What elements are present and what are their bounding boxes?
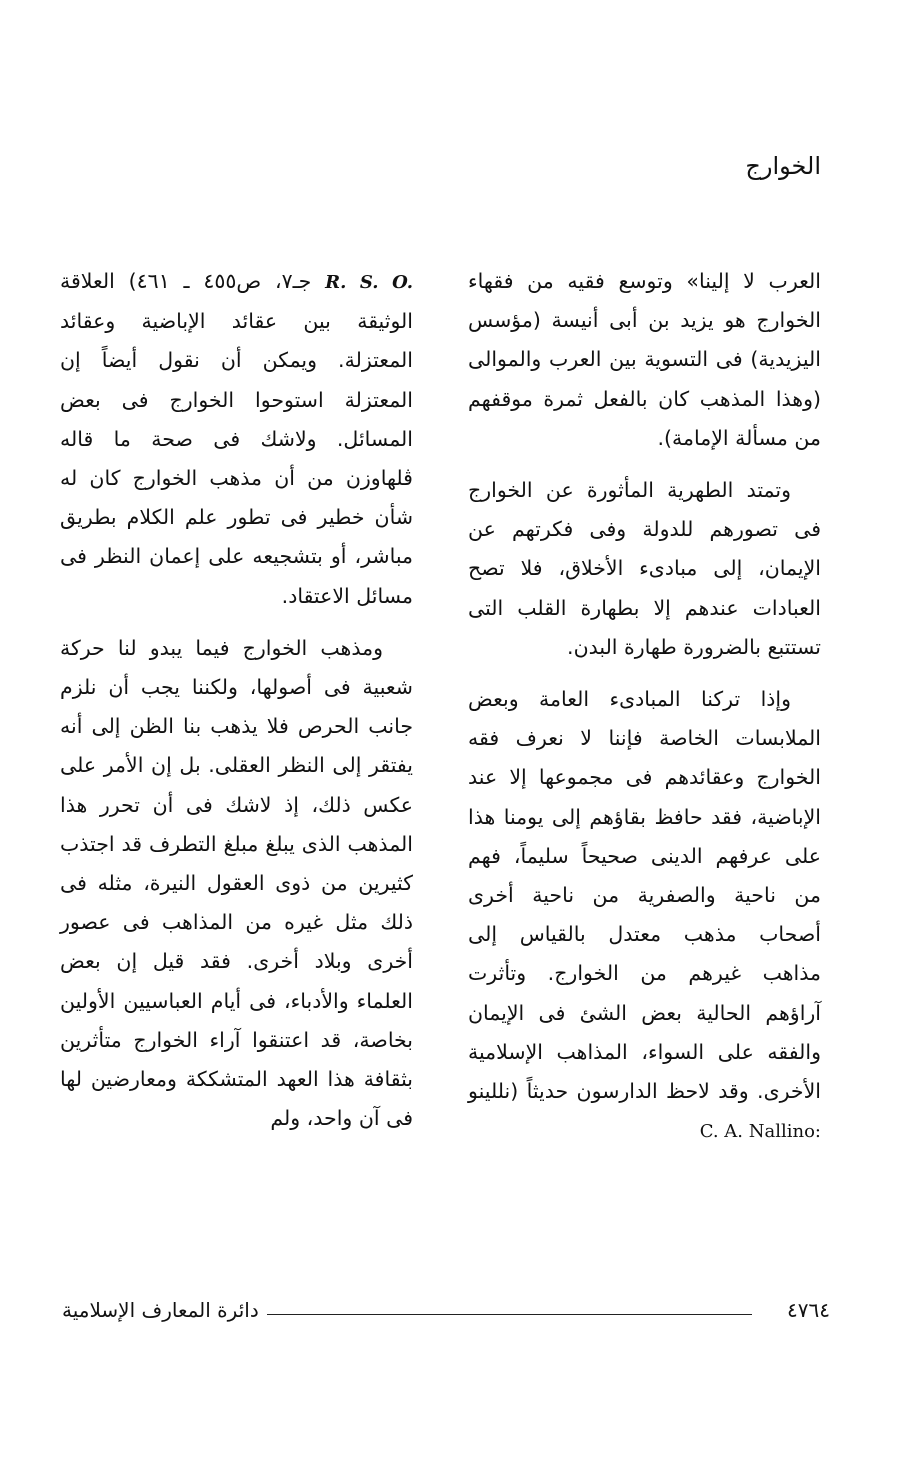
paragraph	[468, 680, 821, 1151]
right-text-column	[468, 262, 821, 1164]
paragraph: وتمتد الطهرية المأثورة عن الخوارج فى تصورهم للدولة وفى فكرتهم عن الإيمان، إلى مبادىء الأخلاق، فلا تصح العبادات عندهم إلا بطهارة القلب التى تستتبع بالضرورة طهارة البدن.	[468, 478, 821, 659]
publication-title: دائرة المعارف الإسلامية	[62, 1298, 259, 1322]
running-head-title: الخوارج	[745, 152, 821, 180]
paragraph	[60, 262, 413, 616]
paragraph: ومذهب الخوارج فيما يبدو لنا حركة شعبية فى أصولها، ولكننا يجب أن نلزم جانب الحرص فلا يذهب بنا الظن إلى أنه يفتقر إلى النظر العقلى. بل إن الأمر على عكس ذلك، إذ لاشك فى أن تحرر هذا المذهب الذى يبلغ مبلغ التطرف قد اجتذب كثيرين من ذوى العقول النيرة، مثله فى ذلك مثل غيره من المذاهب فى عصور أخرى وبلاد أخرى. فقد قيل إن بعض العلماء والأدباء، فى أيام العباسيين الأولين بخاصة، قد اعتنقوا آراء الخوارج متأثرين بثقافة هذا العهد المتشككة ومعارضين لها فى آن واحد، ولم	[60, 635, 413, 1131]
latin-citation: R. S. O.	[325, 272, 413, 293]
page-footer	[62, 1298, 830, 1328]
paragraph: العرب لا إلينا» وتوسع فقيه من فقهاء الخوارج هو يزيد بن أبى أنيسة (مؤسس اليزيدية) فى التسوية بين العرب والموالى (وهذا المذهب كان بالفعل ثمرة موقفهم من مسألة الإمامة).	[468, 269, 821, 450]
latin-citation: C. A. Nallino:	[699, 1121, 821, 1143]
page-number: ٤٧٦٤	[787, 1298, 830, 1322]
footer-rule-divider	[267, 1314, 752, 1315]
paragraph-text: جـ٧، ص٤٥٥ ـ ٤٦١) العلاقة الوثيقة بين عقائد الإباضية وعقائد المعتزلة. ويمكن أن نقول أيضاً إن المعتزلة استوحوا الخوارج فى بعض المسائل. ولاشك فى صحة ما قاله ڤلهاوزن من أن مذهب الخوارج كان له شأن خطير فى تطور علم الكلام بطريق مباشر، أو بتشجيعه على إعمان النظر فى مسائل الاعتقاد.	[60, 269, 413, 608]
paragraph-text: وإذا تركنا المبادىء العامة وبعض الملابسات الخاصة فإننا لا نعرف فقه الخوارج وعقائدهم فى مجموعها إلا عند الإباضية، فقد حافظ بقاؤهم إلى يومنا هذا على عرفهم الدينى صحيحاً سليماً، فهم من ناحية والصفرية من ناحية أخرى أصحاب مذهب معتدل بالقياس إلى مذاهب غيرهم من الخوارج. وتأثرت آراؤهم الحالية بعض الشئ فى الإيمان والفقه على السواء، المذاهب الإسلامية الأخرى. وقد لاحظ الدارسون حديثاً (نللينو	[468, 687, 821, 1104]
left-text-column	[60, 262, 413, 1151]
